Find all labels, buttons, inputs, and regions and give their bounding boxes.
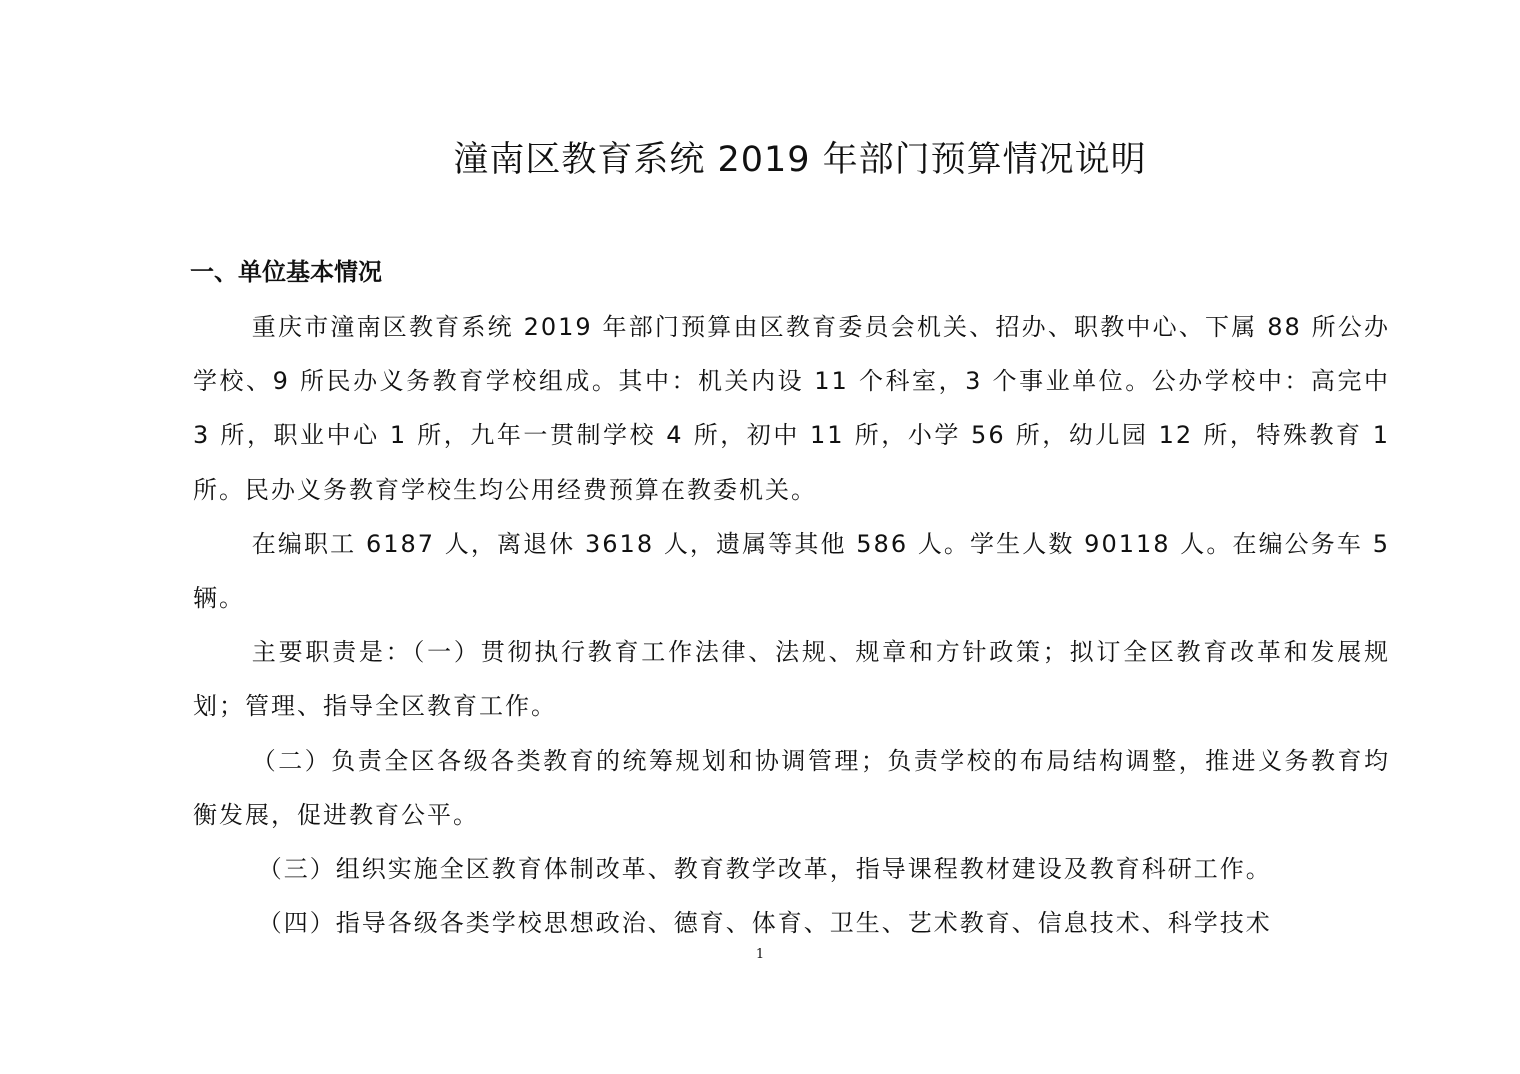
paragraph-duty-3: （三）组织实施全区教育体制改革、教育教学改革，指导课程教材建设及教育科研工作。 bbox=[257, 855, 1272, 884]
document-title: 潼南区教育系统 2019 年部门预算情况说明 bbox=[453, 140, 1147, 180]
body-text bbox=[193, 300, 1390, 950]
paragraph-unit-composition: 重庆市潼南区教育系统 2019 年部门预算由区教育委员会机关、招办、职教中心、下属 88 所公办学校、9 所民办义务教育学校组成。其中：机关内设 11 个科室，3 个事业单位。公办学校中：高完中 3 所，职业中心 1 所，九年一贯制学校 4 所，初中 11 所，小学 56 所，幼儿园 12 所，特殊教育 1 所。民办义务教育学校生均公用经费预算在教委机关。 bbox=[193, 313, 1390, 504]
paragraph-duty-4: （四）指导各级各类学校思想政治、德育、体育、卫生、艺术教育、信息技术、科学技术 bbox=[257, 909, 1272, 938]
paragraph-duty-2: （二）负责全区各级各类教育的统筹规划和协调管理；负责学校的布局结构调整，推进义务教育均衡发展，促进教育公平。 bbox=[193, 746, 1390, 829]
section-heading: 一、单位基本情况 bbox=[190, 258, 382, 286]
paragraph-main-duties: 主要职责是：（一）贯彻执行教育工作法律、法规、规章和方针政策；拟订全区教育改革和发展规划；管理、指导全区教育工作。 bbox=[193, 638, 1390, 721]
paragraph-staff-counts: 在编职工 6187 人，离退休 3618 人，遗属等其他 586 人。学生人数 90118 人。在编公务车 5 辆。 bbox=[193, 529, 1390, 613]
page-number: 1 bbox=[755, 947, 765, 962]
